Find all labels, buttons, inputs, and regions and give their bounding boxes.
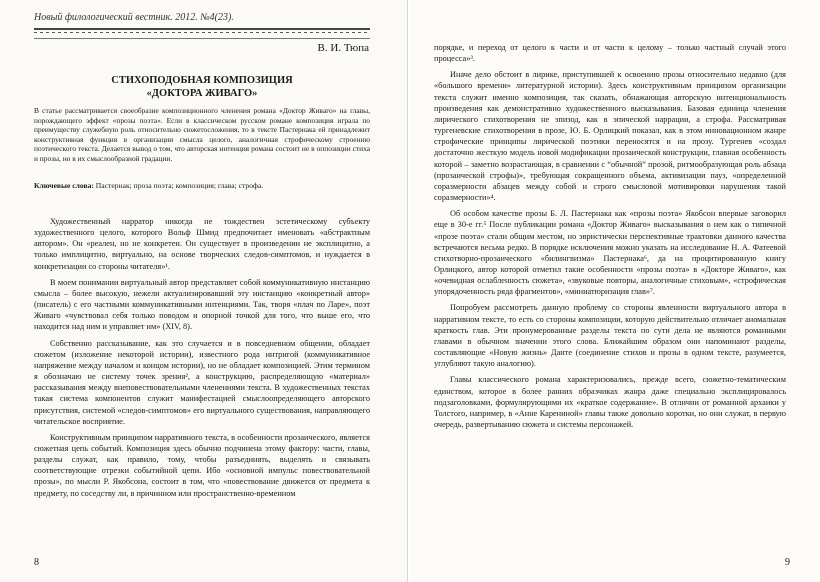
paragraph: порядке, и переход от целого к части и от части к целому – только частный случай этого процесса»³.	[434, 43, 786, 64]
running-head: Новый филологический вестник. 2012. №4(23).	[34, 12, 234, 23]
title-line-1: СТИХОПОДОБНАЯ КОМПОЗИЦИЯ	[111, 75, 293, 86]
paragraph: Собственно рассказывание, как это случается и в повседневном общении, обладает сюжетом (изложение некоторой истории), известного рода интригой (коммуникативное напряжение между началом и концом истории), но не обладает композицией. Этим термином я обозначаю не систему точек зрения², а конструкцию, распределяющую «материал» рассказывания между внеповествовательными членениями текста. В художественных текстах такая система компонентов служит манифестацией смыслоопределяющего авторского присутствия, системой «следов-симптомов» его виртуального существования, направляющего читательское восприятие.	[34, 338, 370, 426]
left-page	[0, 0, 408, 582]
keywords-text: Пастернак; проза поэта; композиция; глава; строфа.	[93, 181, 264, 190]
paragraph: Попробуем рассмотреть данную проблему со стороны явленности виртуального автора в нарративном тексте, то есть со стороны композиции, которую действительно отличает аномальная краткость глав. Эти пронумерованные разделы текста по сути дела не являются романными главами в обычном значении этого слова. Ближайшим образом они напоминают разделы, составляющие «Новую жизнь» Данте (соединение стихов и прозы в одном тексте, разумеется, углубляют такую аналогию).	[434, 303, 786, 369]
paragraph: В моем понимании виртуальный автор представляет собой коммуникативную инстанцию смысла – более высокую, нежели актуализировавший эту инстанцию «конкретный автор» (писатель) с его частными коммуникативными интенциями. Так, творя «плач по Ларе», поэт Живаго «чувствовал себя только поводом и опорной точкой для того, что выше его, что находится над ним и управляет им» (XIV, 8).	[34, 277, 370, 332]
page-number: 9	[785, 557, 790, 568]
right-body-text	[434, 42, 786, 430]
paragraph: Художественный нарратор никогда не тождествен эстетическому субъекту художественного целого, которого Вольф Шмид предпочитает именовать «абстрактным автором». Он «реален, но не конкретен. Он существует в произведении не эксплицитно, а только имплицитно, виртуально, на основе творческих следов-симптомов, и нуждается в конкретизации со стороны читателя»¹.	[34, 217, 370, 271]
author-name: В. И. Тюпа	[317, 42, 369, 54]
paragraph: Главы классического романа характеризовались, прежде всего, сюжетно-тематическим единством, которое в более ранних образчиках жанра даже специально эксплицировалось подзаголовками, формулирующими их «краткое содержание». В отличии от романной архаики у Толстого, например, в «Анне Карениной» главы также довольно коротки, но они служат, в первую очередь, развертыванию сюжета и системы персонажей.	[434, 375, 786, 429]
paragraph: Иначе дело обстоит в лирике, приступившей к освоению прозы относительно недавно (для «большого времени» литературной истории). Здесь конструктивным принципом организации текста служит именно композиция, так сказать, обнажающая авторскую интенциональность произведения как демонстративно художественного высказывания. Базовая единица членения лирического стихотворения не эпизод, как в эпической наррации, а строфа. Рассматривая тургеневские стихотворения в прозе, Ю. Б. Орлицкий показал, как в этом инновационном жанре строфические принципы лирической поэтики переносятся и на прозу. Тургенев «создал достаточно жесткую модель новой модификации прозаической конструкции, главная особенность которой – заметно возрастающая, в сравнении с “обычной” прозой, ритмообразующая роль абзаца (прозаической строфы)», требующая сокращенного объема, активизации пауз, «определенной соразмерности абзацев между собой и строго смысловой мотивировки нарушения такой соразмерности»⁴.	[434, 70, 786, 203]
left-body-text	[34, 216, 370, 499]
title-line-2: «ДОКТОРА ЖИВАГО»	[146, 88, 258, 99]
abstract: В статье рассматривается своеобразие композиционного членения романа «Доктор Живаго» на главы, порождающего эффект «прозы поэта». Если в классическом русском романе композиция играла по преимуществу служебную роль относительно сюжетосложения, то в тексте Пастернака ей принадлежит конструктивная функция в организации смысла целого, аналогичная строфическому строению поэтического текста. Делается вывод о том, что авторская интенция романа состоит не в оппозиции стиха и прозы, но в их смыслообразной градации.	[34, 106, 370, 163]
page-number: 8	[34, 557, 39, 568]
paragraph: Об особом качестве прозы Б. Л. Пастернака как «прозы поэта» Якобсон впервые заговорил еще в 30-е гг.⁵ После публикации романа «Доктор Живаго» высказывания о нем как о типичной «прозе поэта» стали общим местом, но эвристически перспективные трактовки данного качества встречаются весьма редко. В порядке исключения можно указать на исследование Н. А. Фатеевой стихотворно-прозаического «билингвизма» Пастернака⁶, да на процитированную книгу Орлицкого, автор которой отметил такие особенности «прозы поэта» в «Докторе Живаго», как «очевидная ослабленность сюжета», «звуковые повторы, аналогичные стиховым», «строфическая упорядоченность ряда фрагментов», «миниатюризация глав»⁷.	[434, 209, 786, 297]
article-title	[34, 74, 370, 100]
header-ornament	[34, 28, 370, 39]
paragraph: Конструктивным принципом нарративного текста, в особенности прозаического, является сюжетная цепь событий. Композиция здесь обычно подчинена этому фактору: части, главы, разделы служат, как правило, тому, чтобы разъединять, выделять и связывать соответствующие отрезки событийной цепи. Ибо «основной импульс повествовательной прозы», по мысли Р. Якобсона, состоит в том, что «повествование движется от предмета к предмету, по соседству ли, в причинном или пространственно-временном	[34, 432, 370, 498]
keywords	[34, 181, 370, 191]
keywords-label: Ключевые слова:	[34, 181, 94, 190]
right-page	[410, 0, 820, 582]
